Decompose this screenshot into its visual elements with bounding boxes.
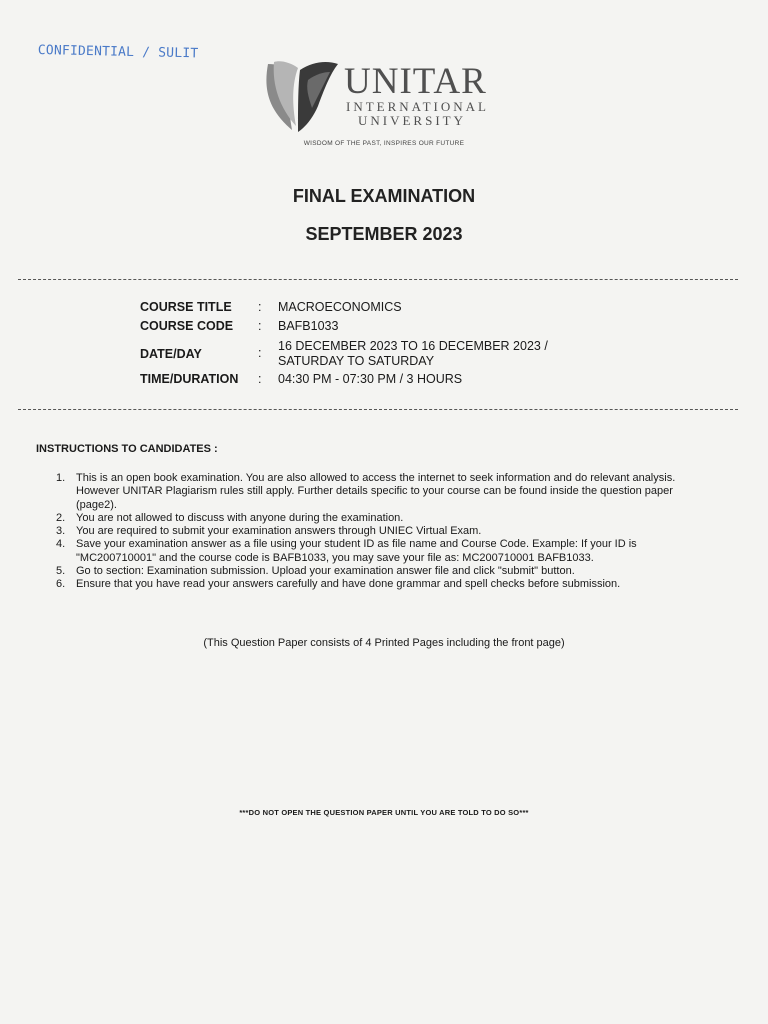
instruction-line: Go to section: Examination submission. Upload your examination answer file and click "submit" button. [76,565,575,578]
detail-colon: : [258,300,262,314]
instruction-item [56,578,726,591]
instruction-item [56,472,726,512]
detail-label: COURSE CODE [140,319,234,333]
logo-line-university: UNIVERSITY [358,113,466,128]
do-not-open-warning: ***DO NOT OPEN THE QUESTION PAPER UNTIL YOU ARE TOLD TO DO SO*** [239,808,529,817]
instruction-number: 1. [56,472,66,484]
instruction-number: 3. [56,525,66,538]
logo-line-international: INTERNATIONAL [346,99,489,114]
instruction-line: Ensure that you have read your answers carefully and have done grammar and spell checks before submission. [76,578,621,591]
instruction-line: Save your examination answer as a file using your student ID as file name and Course Code. Example: If your ID is [76,538,637,551]
instruction-line: "MC200710001" and the course code is BAFB1033, you may save your file as: MC200710001 BAFB1033. [76,551,594,564]
instruction-item [56,538,726,565]
bottom-divider [18,409,738,410]
book-leaf-emblem-icon [258,56,342,136]
exam-session: SEPTEMBER 2023 [305,224,463,244]
university-logo [258,56,508,136]
instruction-number: 6. [56,578,66,591]
detail-value: MACROECONOMICS [278,300,402,314]
instruction-line: You are required to submit your examination answers through UNIEC Virtual Exam. [76,525,482,538]
instruction-line: You are not allowed to discuss with anyone during the examination. [76,511,404,524]
instruction-number: 4. [56,538,66,551]
instruction-line: This is an open book examination. You are also allowed to access the internet to seek information and do relevant analysis. [76,472,676,484]
instruction-item [56,512,726,525]
detail-value-line-2: SATURDAY TO SATURDAY [278,354,435,368]
detail-label: TIME/DURATION [140,372,239,386]
detail-colon: : [258,372,262,386]
detail-value: 04:30 PM - 07:30 PM / 3 HOURS [278,372,463,386]
instruction-line: (page2). [76,498,117,511]
instructions-heading: INSTRUCTIONS TO CANDIDATES : [36,443,218,455]
instruction-item [56,565,726,578]
detail-colon: : [258,346,262,360]
instructions-list [56,472,726,592]
detail-value: BAFB1033 [278,319,339,333]
detail-label: DATE/DAY [140,347,202,361]
instruction-item [56,525,726,538]
top-divider [18,279,738,280]
page-count-note: (This Question Paper consists of 4 Printed Pages including the front page) [203,637,565,649]
instruction-line: However UNITAR Plagiarism rules still apply. Further details specific to your course can be found inside the question paper [76,485,673,498]
logo-wordmark: UNITAR [344,61,487,102]
confidential-stamp: CONFIDENTIAL / SULIT [37,43,199,62]
logo-tagline: WISDOM OF THE PAST, INSPIRES OUR FUTURE [303,140,465,147]
detail-value-line-1: 16 DECEMBER 2023 TO 16 DECEMBER 2023 / [278,339,548,353]
instruction-number: 2. [56,511,66,524]
detail-colon: : [258,319,262,333]
exam-title: FINAL EXAMINATION [292,186,476,206]
detail-value [278,339,548,369]
instruction-number: 5. [56,565,66,578]
detail-label: COURSE TITLE [140,300,232,314]
